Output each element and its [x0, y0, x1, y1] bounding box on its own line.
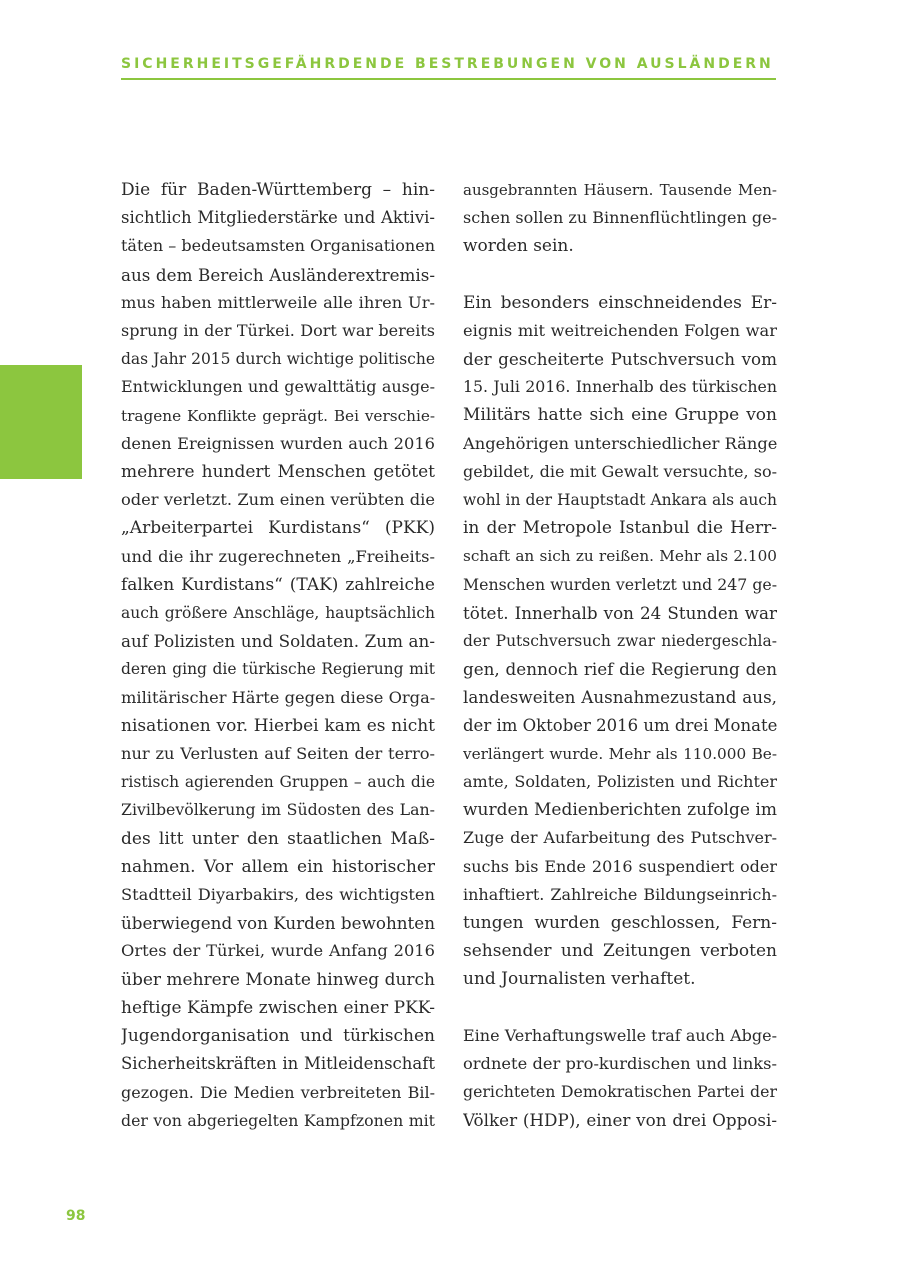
text-line: tragene Konflikte geprägt. Bei verschie- — [121, 406, 435, 425]
header-rule — [121, 78, 776, 80]
text-line: und Journalisten verhaftet. — [463, 969, 696, 990]
text-line: nahmen. Vor allem ein historischer — [121, 856, 435, 877]
text-line: gebildet, die mit Gewalt versuchte, so- — [463, 461, 777, 481]
text-line: suchs bis Ende 2016 suspendiert oder — [463, 856, 777, 876]
text-line: nisationen vor. Hierbei kam es nicht — [121, 715, 435, 736]
text-line: mehrere hundert Menschen getötet — [121, 462, 435, 483]
text-line: gerichteten Demokratischen Partei der — [463, 1082, 777, 1102]
text-line: des litt unter den staatlichen Maß- — [121, 828, 435, 849]
text-line: und die ihr zugerechneten „Freiheits- — [121, 546, 435, 566]
text-line: der von abgeriegelten Kampfzonen mit — [121, 1110, 435, 1130]
page-number: 98 — [66, 1208, 86, 1224]
text-line: Zuge der Aufarbeitung des Putschver- — [463, 828, 777, 848]
text-line: 15. Juli 2016. Innerhalb des türkischen — [463, 377, 777, 397]
text-line: tötet. Innerhalb von 24 Stunden war — [463, 602, 777, 623]
text-line: ordnete der pro-kurdischen und links- — [463, 1053, 777, 1073]
text-line: Entwicklungen und gewalttätig ausge- — [121, 377, 435, 397]
text-line: ristisch agierenden Gruppen – auch die — [121, 773, 435, 792]
text-line: auch größere Anschläge, hauptsächlich — [121, 604, 435, 623]
text-line: Eine Verhaftungswelle traf auch Abge- — [463, 1025, 777, 1045]
text-line: das Jahr 2015 durch wichtige politische — [121, 350, 435, 369]
text-line: der gescheiterte Putschversuch vom — [463, 349, 777, 370]
text-line: ausgebrannten Häusern. Tausende Men- — [463, 181, 777, 199]
text-line: worden sein. — [463, 236, 574, 257]
text-line: täten – bedeutsamsten Organisationen — [121, 236, 435, 256]
text-line: Stadtteil Diyarbakirs, des wichtigsten — [121, 885, 435, 905]
text-line: der Putschversuch zwar niedergeschla- — [463, 632, 777, 651]
text-line: schaft an sich zu reißen. Mehr als 2.100 — [463, 547, 777, 566]
text-line: falken Kurdistans“ (TAK) zahlreiche — [121, 574, 435, 595]
text-line: der im Oktober 2016 um drei Monate — [463, 715, 777, 735]
text-line: inhaftiert. Zahlreiche Bildungseinrich- — [463, 884, 777, 904]
text-line: Die für Baden-Württemberg – hin- — [121, 180, 435, 200]
left-column — [121, 176, 435, 1135]
text-line: Ein besonders einschneidendes Er- — [463, 292, 777, 313]
text-line: schen sollen zu Binnenflüchtlingen ge- — [463, 208, 777, 228]
text-line: Zivilbevölkerung im Südosten des Lan- — [121, 800, 435, 820]
text-line: Völker (HDP), einer von drei Opposi- — [463, 1110, 777, 1131]
text-line: Militärs hatte sich eine Gruppe von — [463, 405, 777, 426]
text-line: Menschen wurden verletzt und 247 ge- — [463, 574, 777, 594]
text-line: tungen wurden geschlossen, Fern- — [463, 913, 777, 934]
text-line: eignis mit weitreichenden Folgen war — [463, 320, 777, 340]
text-line: heftige Kämpfe zwischen einer PKK- — [121, 997, 435, 1018]
text-line: denen Ereignissen wurden auch 2016 — [121, 433, 435, 453]
text-line: aus dem Bereich Ausländerextremis- — [121, 264, 435, 285]
chapter-side-tab — [0, 365, 82, 479]
text-line: sichtlich Mitgliederstärke und Aktivi- — [121, 208, 435, 228]
running-header: SICHERHEITSGEFÄHRDENDE BESTREBUNGEN VON AUSLÄNDERN — [121, 56, 774, 72]
paragraph-gap — [463, 261, 777, 289]
text-line: gen, dennoch rief die Regierung den — [463, 659, 777, 680]
paragraph-gap — [463, 994, 777, 1022]
text-line: Ortes der Türkei, wurde Anfang 2016 — [121, 941, 435, 961]
text-line: „Arbeiterpartei Kurdistans“ (PKK) — [121, 518, 435, 539]
text-line: mus haben mittlerweile alle ihren Ur- — [121, 292, 435, 312]
text-line: sehsender und Zeitungen verboten — [463, 941, 777, 962]
right-column — [463, 176, 777, 1135]
text-line: Sicherheitskräften in Mitleidenschaft — [121, 1054, 435, 1074]
text-line: landesweiten Ausnahmezustand aus, — [463, 687, 777, 708]
text-line: militärischer Härte gegen diese Orga- — [121, 687, 435, 707]
text-line: oder verletzt. Zum einen verübten die — [121, 490, 435, 510]
text-line: nur zu Verlusten auf Seiten der terro- — [121, 744, 435, 764]
text-line: Jugendorganisation und türkischen — [121, 1026, 435, 1047]
text-line: sprung in der Türkei. Dort war bereits — [121, 321, 435, 341]
text-line: über mehrere Monate hinweg durch — [121, 969, 435, 990]
text-line: amte, Soldaten, Polizisten und Richter — [463, 772, 777, 792]
text-line: wurden Medienberichten zufolge im — [463, 800, 777, 821]
text-line: deren ging die türkische Regierung mit — [121, 660, 435, 679]
text-line: Angehörigen unterschiedlicher Ränge — [463, 433, 777, 453]
text-line: wohl in der Hauptstadt Ankara als auch — [463, 491, 777, 510]
text-line: gezogen. Die Medien verbreiteten Bil- — [121, 1082, 435, 1102]
text-line: überwiegend von Kurden bewohnten — [121, 913, 435, 934]
text-line: in der Metropole Istanbul die Herr- — [463, 518, 777, 539]
text-line: verlängert wurde. Mehr als 110.000 Be- — [463, 744, 777, 763]
text-line: auf Polizisten und Soldaten. Zum an- — [121, 631, 435, 652]
